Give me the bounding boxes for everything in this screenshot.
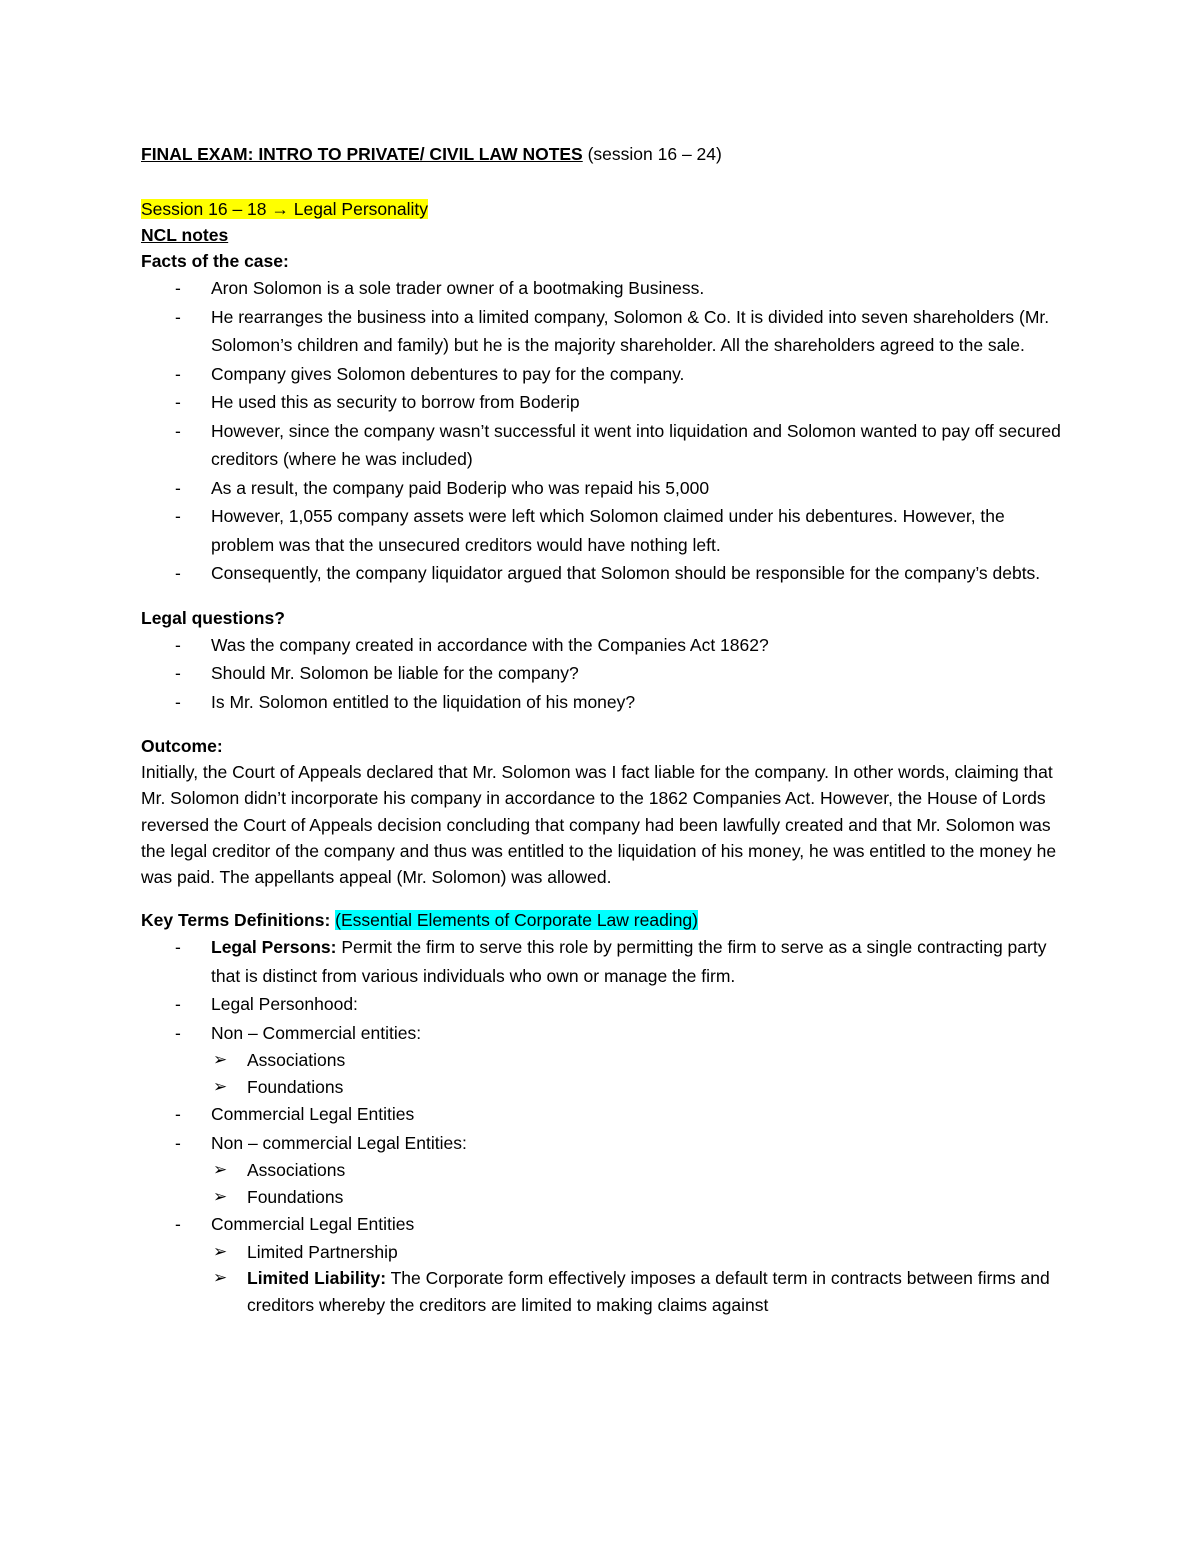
definition-limited-liability: The Corporate form effectively imposes a default term in contracts between firms and creditors whereby the creditors are limited to making claims against [247, 1268, 1050, 1315]
arrow-bullet-icon: ➢ [213, 1268, 228, 1288]
document-body [141, 196, 1071, 1318]
dash-marker: - [175, 1132, 181, 1153]
key-terms-source: (Essential Elements of Corporate Law reading) [335, 910, 698, 931]
list-item: - As a result, the company paid Boderip who was repaid his 5,000 [141, 474, 1071, 503]
list-item: - However, 1,055 company assets were left which Solomon claimed under his debentures. However, the problem was that the unsecured creditors would have nothing left. [141, 502, 1071, 559]
list-item: ➢ Foundations [141, 1074, 1071, 1101]
outcome-paragraph: Initially, the Court of Appeals declared that Mr. Solomon was I fact liable for the company. In other words, claiming that Mr. Solomon didn’t incorporate his company in accordance to the 1862 Companies Act. However, the House of Lords reversed the Court of Appeals decision concluding that company had been lawfully created and that Mr. Solomon was the legal creditor of the company and thus was entitled to the liquidation of his money, he was entitled to the money he was paid. The appellants appeal (Mr. Solomon) was allowed. [141, 762, 1057, 888]
dash-marker: - [175, 278, 181, 298]
term-limited-liability: Limited Liability: [247, 1268, 387, 1289]
dash-marker: - [175, 392, 181, 412]
dash-marker: - [175, 691, 181, 712]
list-item: - Commercial Legal Entities [141, 1210, 1071, 1239]
list-item: ➢ Associations [141, 1157, 1071, 1184]
dash-marker: - [175, 363, 181, 384]
key-terms-heading-line [141, 907, 1071, 933]
list-item: - However, since the company wasn’t successful it went into liquidation and Solomon wanted to pay off secured creditors (where he was included) [141, 417, 1071, 474]
key-terms-heading: Key Terms Definitions: [141, 910, 331, 931]
dash-marker: - [175, 563, 181, 583]
dash-marker: - [175, 506, 181, 526]
dash-marker: - [175, 663, 181, 683]
list-item: - Consequently, the company liquidator argued that Solomon should be responsible for the company’s debts. [141, 559, 1071, 588]
list-item: - He used this as security to borrow from Boderip [141, 388, 1071, 417]
dash-marker: - [175, 937, 181, 958]
arrow-bullet-icon: ➢ [213, 1076, 228, 1096]
list-item: ➢ Foundations [141, 1184, 1071, 1211]
legal-questions-list [141, 631, 1071, 717]
arrow-bullet-icon: ➢ [213, 1186, 228, 1206]
sub-list [141, 1239, 1071, 1319]
dash-marker: - [175, 477, 181, 498]
list-item [141, 933, 1071, 990]
key-terms-list [141, 1210, 1071, 1239]
list-item: - He rearranges the business into a limited company, Solomon & Co. It is divided into seven shareholders (Mr. Solomon’s children and family) but he is the majority shareholder. All the shareholders agreed to the sale. [141, 303, 1071, 360]
title-main: FINAL EXAM: INTRO TO PRIVATE/ CIVIL LAW NOTES [141, 144, 583, 164]
dash-marker: - [175, 634, 181, 655]
list-item: - Should Mr. Solomon be liable for the company? [141, 659, 1071, 688]
arrow-bullet-icon: ➢ [213, 1160, 228, 1180]
term-legal-persons: Legal Persons: [211, 937, 337, 958]
list-item: - Company gives Solomon debentures to pay for the company. [141, 360, 1071, 389]
list-item: - Non – commercial Legal Entities: [141, 1129, 1071, 1158]
list-item: - Legal Personhood: [141, 990, 1071, 1019]
dash-marker: - [175, 1214, 181, 1235]
facts-heading: Facts of the case: [141, 251, 289, 271]
list-item [141, 1265, 1071, 1318]
key-terms-list [141, 1100, 1071, 1157]
sub-list [141, 1157, 1071, 1210]
dash-marker: - [175, 994, 181, 1015]
arrow-bullet-icon: ➢ [213, 1050, 228, 1070]
list-item: ➢ Associations [141, 1047, 1071, 1074]
session-heading: Session 16 – 18 → Legal Personality [141, 199, 428, 219]
legal-questions-heading: Legal questions? [141, 607, 285, 628]
outcome-heading: Outcome: [141, 736, 223, 756]
definition-legal-persons: Permit the firm to serve this role by permitting the firm to serve as a single contracting party that is distinct from various individuals who own or manage the firm. [211, 937, 1047, 986]
sub-list [141, 1047, 1071, 1100]
list-item: - Is Mr. Solomon entitled to the liquidation of his money? [141, 688, 1071, 717]
dash-marker: - [175, 1104, 181, 1125]
dash-marker: - [175, 420, 181, 441]
dash-marker: - [175, 306, 181, 327]
list-item: - Aron Solomon is a sole trader owner of a bootmaking Business. [141, 274, 1071, 303]
list-item: - Non – Commercial entities: [141, 1019, 1071, 1048]
key-terms-list [141, 933, 1071, 1047]
list-item: ➢ Limited Partnership [141, 1239, 1071, 1266]
ncl-notes-heading: NCL notes [141, 225, 229, 245]
list-item: - Commercial Legal Entities [141, 1100, 1071, 1129]
list-item: - Was the company created in accordance with the Companies Act 1862? [141, 631, 1071, 660]
dash-marker: - [175, 1022, 181, 1043]
document-title [141, 144, 722, 165]
title-session-range: (session 16 – 24) [582, 144, 722, 164]
facts-list [141, 274, 1071, 588]
arrow-bullet-icon: ➢ [213, 1241, 228, 1261]
